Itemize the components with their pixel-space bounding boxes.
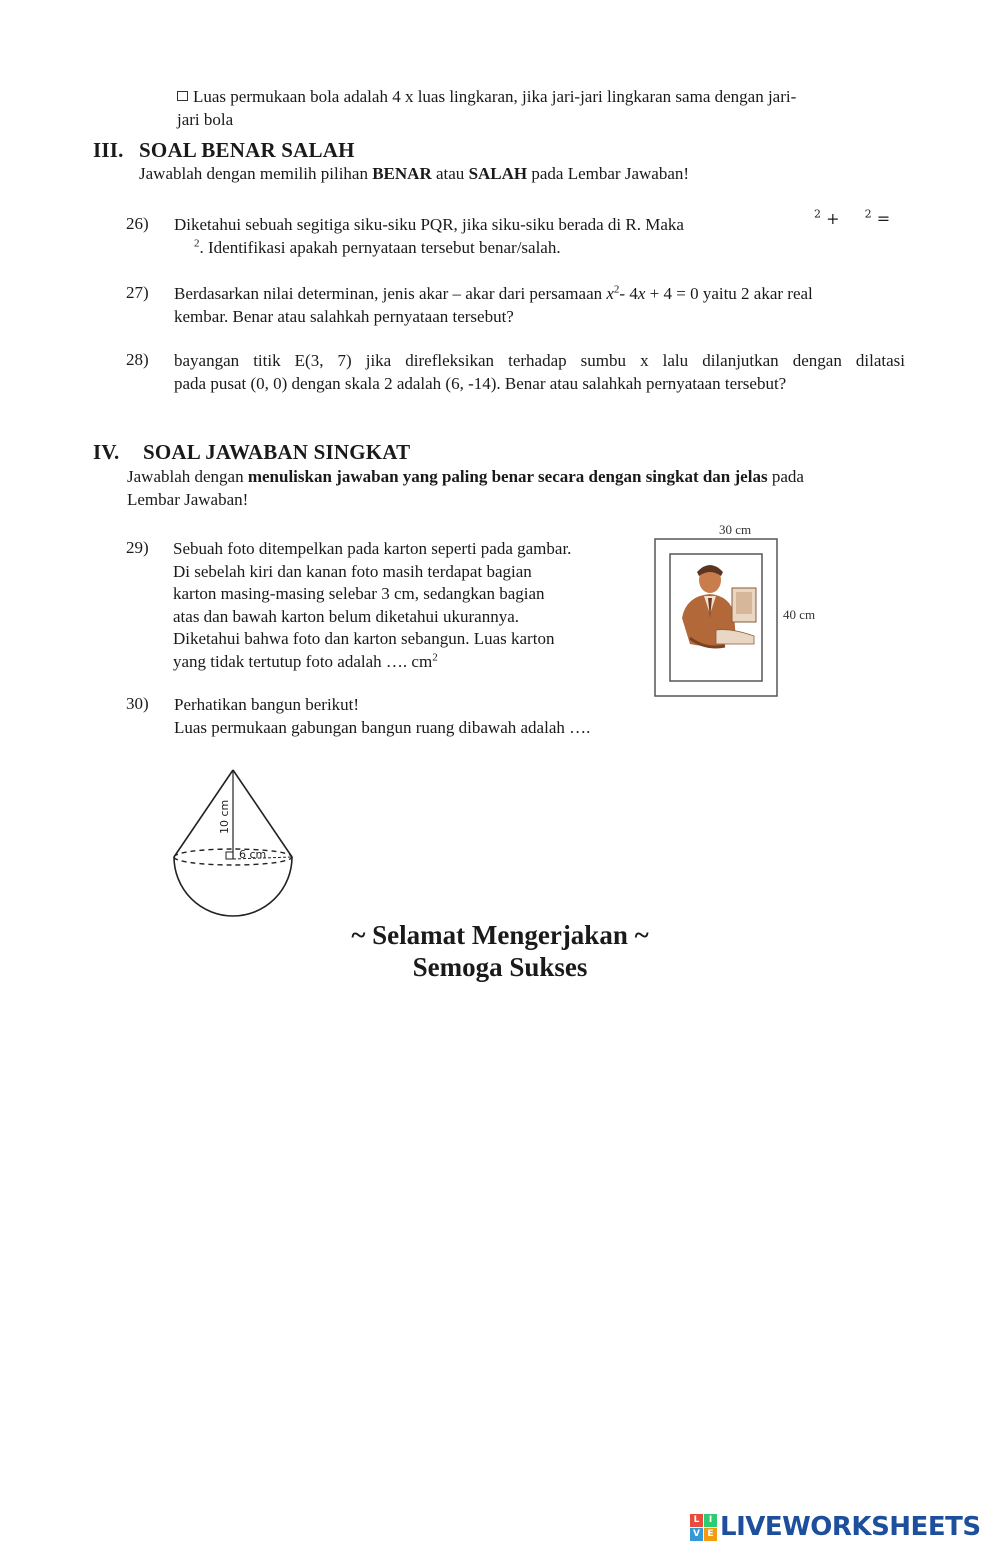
radius-label: 6 cm [239, 848, 267, 861]
q27-number: 27) [126, 283, 149, 302]
liveworksheets-logo[interactable] [690, 1510, 990, 1544]
hemisphere-arc [174, 857, 292, 916]
q29-line: yang tidak tertutup foto adalah …. $cm^2$ [173, 650, 438, 671]
q28-line1: bayangan titik E(3, 7) jika direfleksikan terhadap sumbu x lalu dilanjutkan dengan dilatasi [174, 351, 905, 370]
logo-letter-icon: E [704, 1528, 717, 1541]
photo-karton-figure [650, 518, 840, 704]
section3-heading [93, 138, 355, 163]
section4-heading [93, 440, 410, 465]
q28-text [174, 350, 905, 395]
height-label: 40 cm [783, 607, 816, 622]
right-angle-mark [226, 852, 233, 859]
height-label: 10 cm [218, 799, 231, 834]
q29-number: 29) [126, 538, 149, 557]
cone-right-edge [233, 770, 292, 857]
top-item [177, 86, 897, 131]
q27-line1: Berdasarkan nilai determinan, jenis akar – akar dari persamaan $x^2-$ 4x + 4 = 0 yaitu 2 akar real [174, 283, 813, 303]
section3-title: SOAL BENAR SALAH [139, 138, 355, 162]
photo-karton-svg [650, 518, 840, 704]
q30-line2: Luas permukaan gabungan bangun ruang dibawah adalah …. [174, 717, 591, 737]
q30-line1: Perhatikan bangun berikut! [174, 695, 360, 714]
cone-hemisphere-svg [165, 760, 305, 922]
q26-number: 26) [126, 214, 149, 233]
logo-letter-icon: L [690, 1514, 703, 1527]
closing-line2: Semoga Sukses [412, 952, 588, 982]
q29-line: Sebuah foto ditempelkan pada karton seperti pada gambar. [173, 539, 572, 558]
q27-text [174, 283, 914, 328]
logo-letter-icon: I [704, 1514, 717, 1527]
brand-wordmark: LIVEWORKSHEETS [720, 1512, 981, 1542]
q29-line: Di sebelah kiri dan kanan foto masih terdapat bagian [173, 561, 532, 581]
q29-line: Diketahui bahwa foto dan karton sebangun. Luas karton [173, 629, 555, 648]
q30-text [174, 694, 694, 739]
q26-line2: $^2$. Identifikasi apakah pernyataan tersebut benar/salah. [194, 236, 561, 257]
q28-number: 28) [126, 350, 149, 369]
logo-grid-icon [690, 1514, 717, 1541]
section3-instruction: Jawablah dengan memilih pilihan BENAR atau SALAH pada Lembar Jawaban! [139, 164, 690, 183]
q28-line2: pada pusat (0, 0) dengan skala 2 adalah (6, -14). Benar atau salahkah pernyataan tersebut? [174, 373, 787, 393]
q26-text [174, 207, 894, 259]
checkbox-icon[interactable] [177, 91, 188, 101]
q26-line1: Diketahui sebuah segitiga siku-siku PQR, jika siku-siku berada di R. Maka $^2$ + $^2$ = [174, 207, 891, 234]
top-item-line1: Luas permukaan bola adalah 4 x luas lingkaran, jika jari-jari lingkaran sama dengan jari- [177, 86, 897, 109]
section3-numeral: III. [93, 138, 124, 162]
q29-text [173, 538, 643, 673]
top-item-line2: jari bola [177, 109, 234, 129]
cone-hemisphere-figure [165, 760, 305, 922]
q27-line2: kembar. Benar atau salahkah pernyataan tersebut? [174, 306, 514, 326]
q29-line: atas dan bawah karton belum diketahui ukurannya. [173, 606, 520, 626]
logo-letter-icon: V [690, 1528, 703, 1541]
section4-instruction: Jawablah dengan menuliskan jawaban yang paling benar secara dengan singkat dan jelas pada Lembar Jawaban! [127, 467, 804, 509]
section4-numeral: IV. [93, 440, 120, 464]
section4-title: SOAL JAWABAN SINGKAT [142, 440, 411, 464]
q30-number: 30) [126, 694, 149, 713]
q29-line: karton masing-masing selebar 3 cm, sedangkan bagian [173, 584, 545, 603]
q26-math: $^2$ + $^2$ = [814, 207, 891, 228]
closing-line1: ~ Selamat Mengerjakan ~ [351, 920, 649, 950]
width-label: 30 cm [719, 522, 752, 537]
